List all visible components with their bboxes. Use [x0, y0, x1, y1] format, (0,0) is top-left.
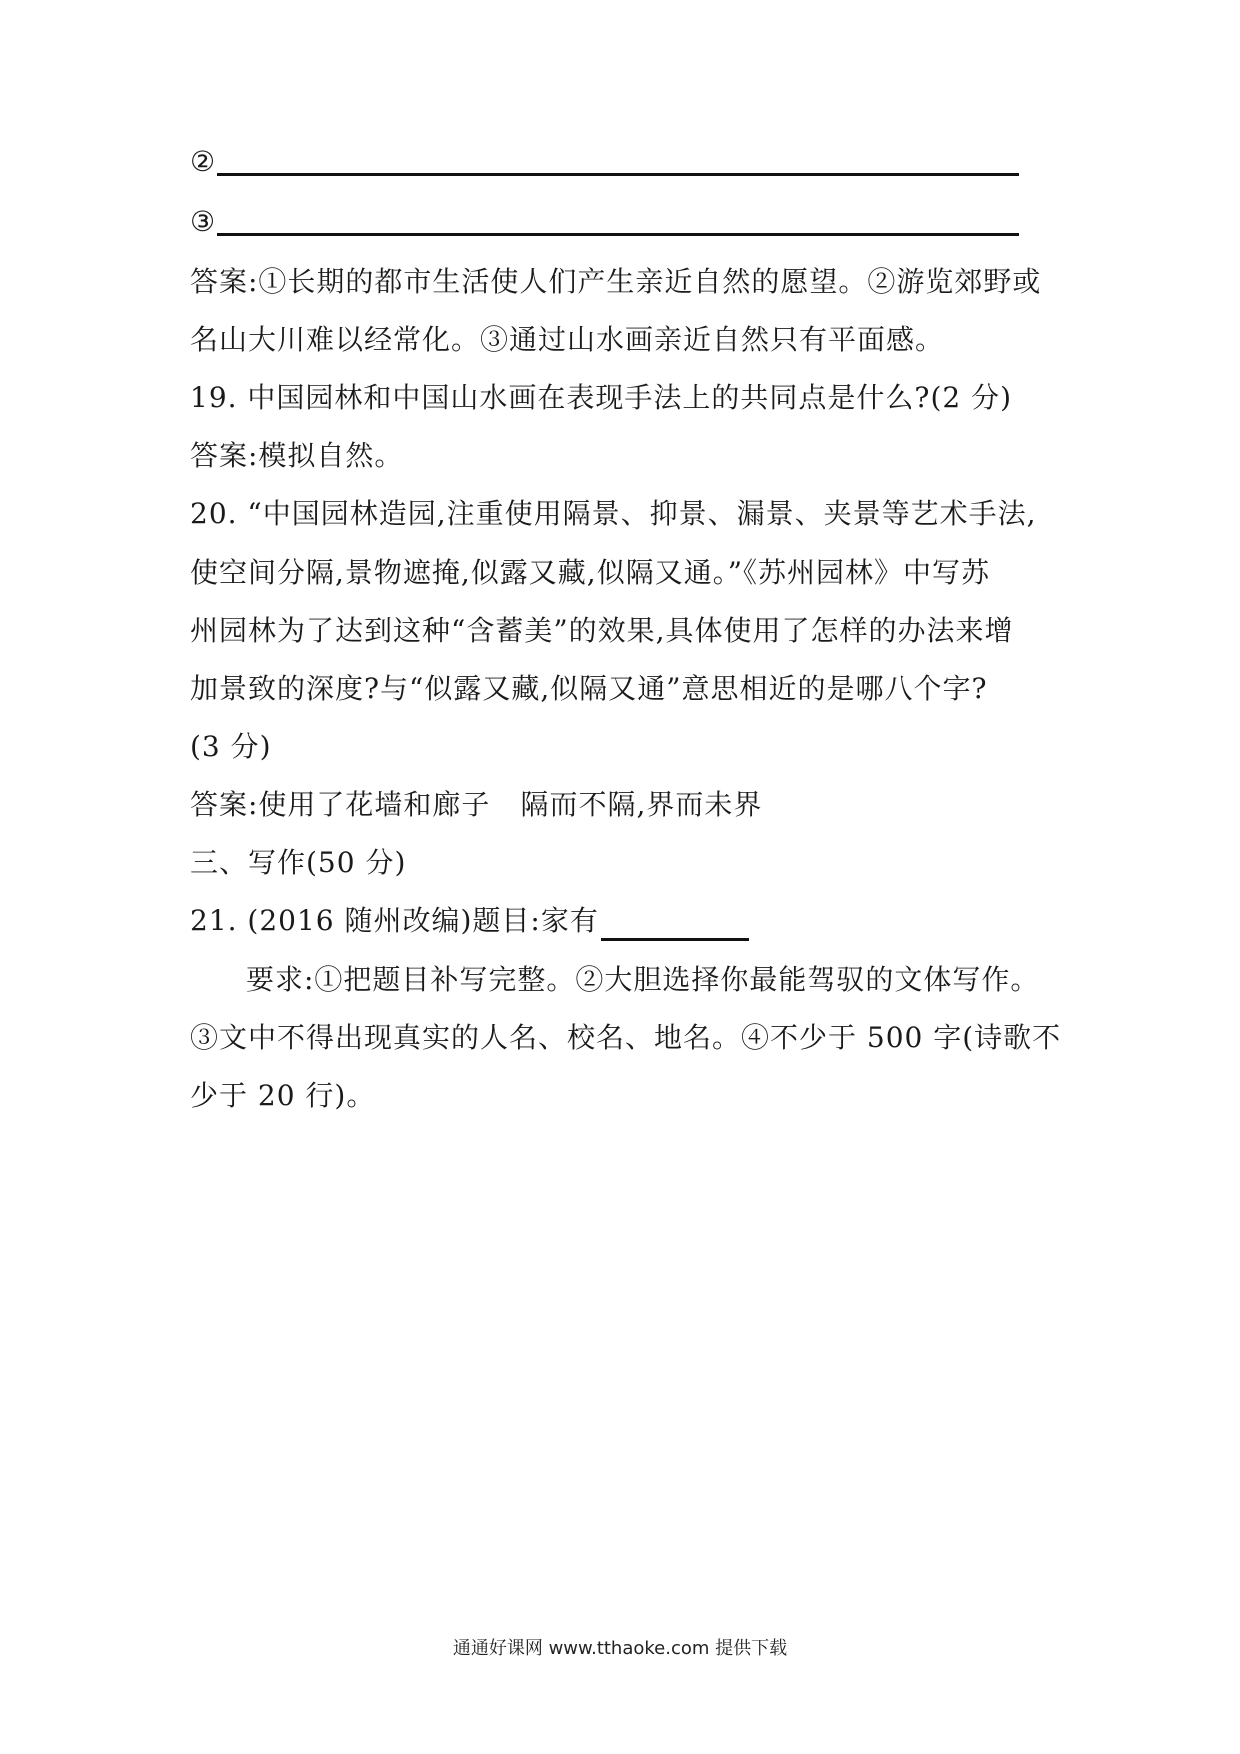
section-writing-heading: 三、写作(50 分): [190, 846, 407, 879]
requirements-line-1: 要求:①把题目补写完整。②大胆选择你最能驾驭的文体写作。: [246, 963, 1040, 996]
requirements-line-3: 少于 20 行)。: [190, 1079, 376, 1112]
question-21-prompt: 21. (2016 随州改编)题目:家有: [190, 904, 599, 937]
question-19: 19. 中国园林和中国山水画在表现手法上的共同点是什么?(2 分): [190, 381, 1013, 414]
item-marker-3: ③: [190, 205, 216, 238]
question-21: [190, 901, 749, 941]
answer-blank-3: [190, 202, 1019, 242]
blank-underline-2: [217, 173, 1019, 176]
answer-20-part-1: 答案:使用了花墙和廊子: [190, 788, 491, 821]
question-20-line-5: (3 分): [190, 730, 272, 763]
question-20-line-3: 州园林为了达到这种“含蓄美”的效果,具体使用了怎样的办法来增: [190, 614, 1014, 647]
answer-20: [190, 785, 762, 825]
question-20-line-2: 使空间分隔,景物遮掩,似露又藏,似隔又通。”《苏州园林》中写苏: [190, 556, 991, 589]
answer-blank-2: [190, 142, 1019, 182]
blank-underline-3: [217, 233, 1019, 236]
answer-20-part-2: 隔而不隔,界而未界: [520, 788, 763, 821]
item-marker-2: ②: [190, 145, 216, 178]
question-20-line-4: 加景致的深度?与“似露又藏,似隔又通”意思相近的是哪八个字?: [190, 672, 988, 705]
title-fill-blank: [601, 908, 749, 941]
answer-19: 答案:模拟自然。: [190, 439, 404, 472]
answer-18-line-2: 名山大川难以经常化。③通过山水画亲近自然只有平面感。: [190, 323, 945, 356]
question-20-line-1: 20. “中国园林造园,注重使用隔景、抑景、漏景、夹景等艺术手法,: [190, 497, 1037, 530]
requirements-line-2: ③文中不得出现真实的人名、校名、地名。④不少于 500 字(诗歌不: [190, 1021, 1062, 1054]
footer-watermark: 通通好课网 www.tthaoke.com 提供下载: [452, 1638, 788, 1659]
answer-18-line-1: 答案:①长期的都市生活使人们产生亲近自然的愿望。②游览郊野或: [190, 265, 1042, 298]
